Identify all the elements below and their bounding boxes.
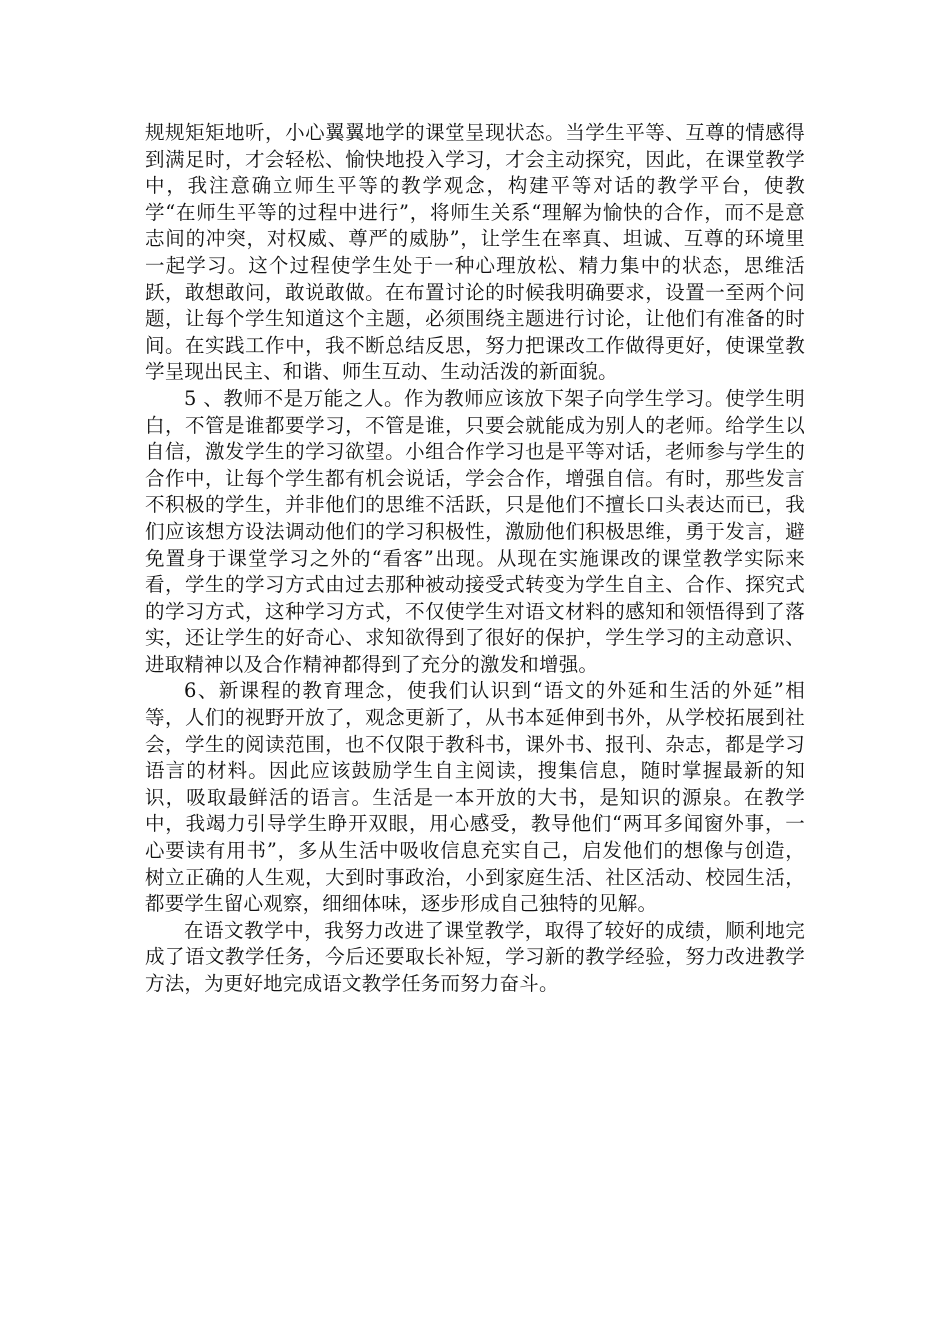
document-body bbox=[145, 120, 805, 998]
paragraph-continuation: 规规矩矩地听，小心翼翼地学的课堂呈现状态。当学生平等、互尊的情感得到满足时，才会轻松、愉快地投入学习，才会主动探究，因此，在课堂教学中，我注意确立师生平等的教学观念，构建平等对话的教学平台，使教学“在师生平等的过程中进行”，将师生关系“理解为愉快的合作，而不是意志间的冲突，对权威、尊严的威胁”，让学生在率真、坦诚、互尊的环境里一起学习。这个过程使学生处于一种心理放松、精力集中的状态，思维活跃，敢想敢问，敢说敢做。在布置讨论的时候我明确要求，设置一至两个问题，让每个学生知道这个主题，必须围绕主题进行讨论，让他们有准备的时间。在实践工作中，我不断总结反思，努力把课改工作做得更好，使课堂教学呈现出民主、和谐、师生互动、生动活泼的新面貌。 bbox=[145, 121, 805, 384]
paragraph-point-6: 6、新课程的教育理念，使我们认识到“语文的外延和生活的外延”相等，人们的视野开放了，观念更新了，从书本延伸到书外，从学校拓展到社会，学生的阅读范围，也不仅限于教科书，课外书、报刊、杂志，都是学习语言的材料。因此应该鼓励学生自主阅读，搜集信息，随时掌握最新的知识，吸取最鲜活的语言。生活是一本开放的大书，是知识的源泉。在教学中，我竭力引导学生睁开双眼，用心感受，教导他们“两耳多闻窗外事，一心要读有用书”，多从生活中吸收信息充实自己，启发他们的想像与创造，树立正确的人生观，大到时事政治，小到家庭生活、社区活动、校园生活，都要学生留心观察，细细体味，逐步形成自己独特的见解。 bbox=[145, 679, 805, 916]
paragraph-conclusion: 在语文教学中，我努力改进了课堂教学，取得了较好的成绩，顺利地完成了语文教学任务，今后还要取长补短，学习新的教学经验，努力改进教学方法，为更好地完成语文教学任务而努力奋斗。 bbox=[145, 918, 805, 995]
paragraph-point-5: 5 、教师不是万能之人。作为教师应该放下架子向学生学习。使学生明白，不管是谁都要学习，不管是谁，只要会就能成为别人的老师。给学生以自信，激发学生的学习欲望。小组合作学习也是平等对话，老师参与学生的合作中，让每个学生都有机会说话，学会合作，增强自信。有时，那些发言不积极的学生，并非他们的思维不活跃，只是他们不擅长口头表达而已，我们应该想方设法调动他们的学习积极性，激励他们积极思维，勇于发言，避免置身于课堂学习之外的“看客”出现。从现在实施课改的课堂教学实际来看，学生的学习方式由过去那种被动接受式转变为学生自主、合作、探究式的学习方式，这种学习方式，不仅使学生对语文材料的感知和领悟得到了落实，还让学生的好奇心、求知欲得到了很好的保护，学生学习的主动意识、进取精神以及合作精神都得到了充分的激发和增强。 bbox=[145, 386, 805, 676]
